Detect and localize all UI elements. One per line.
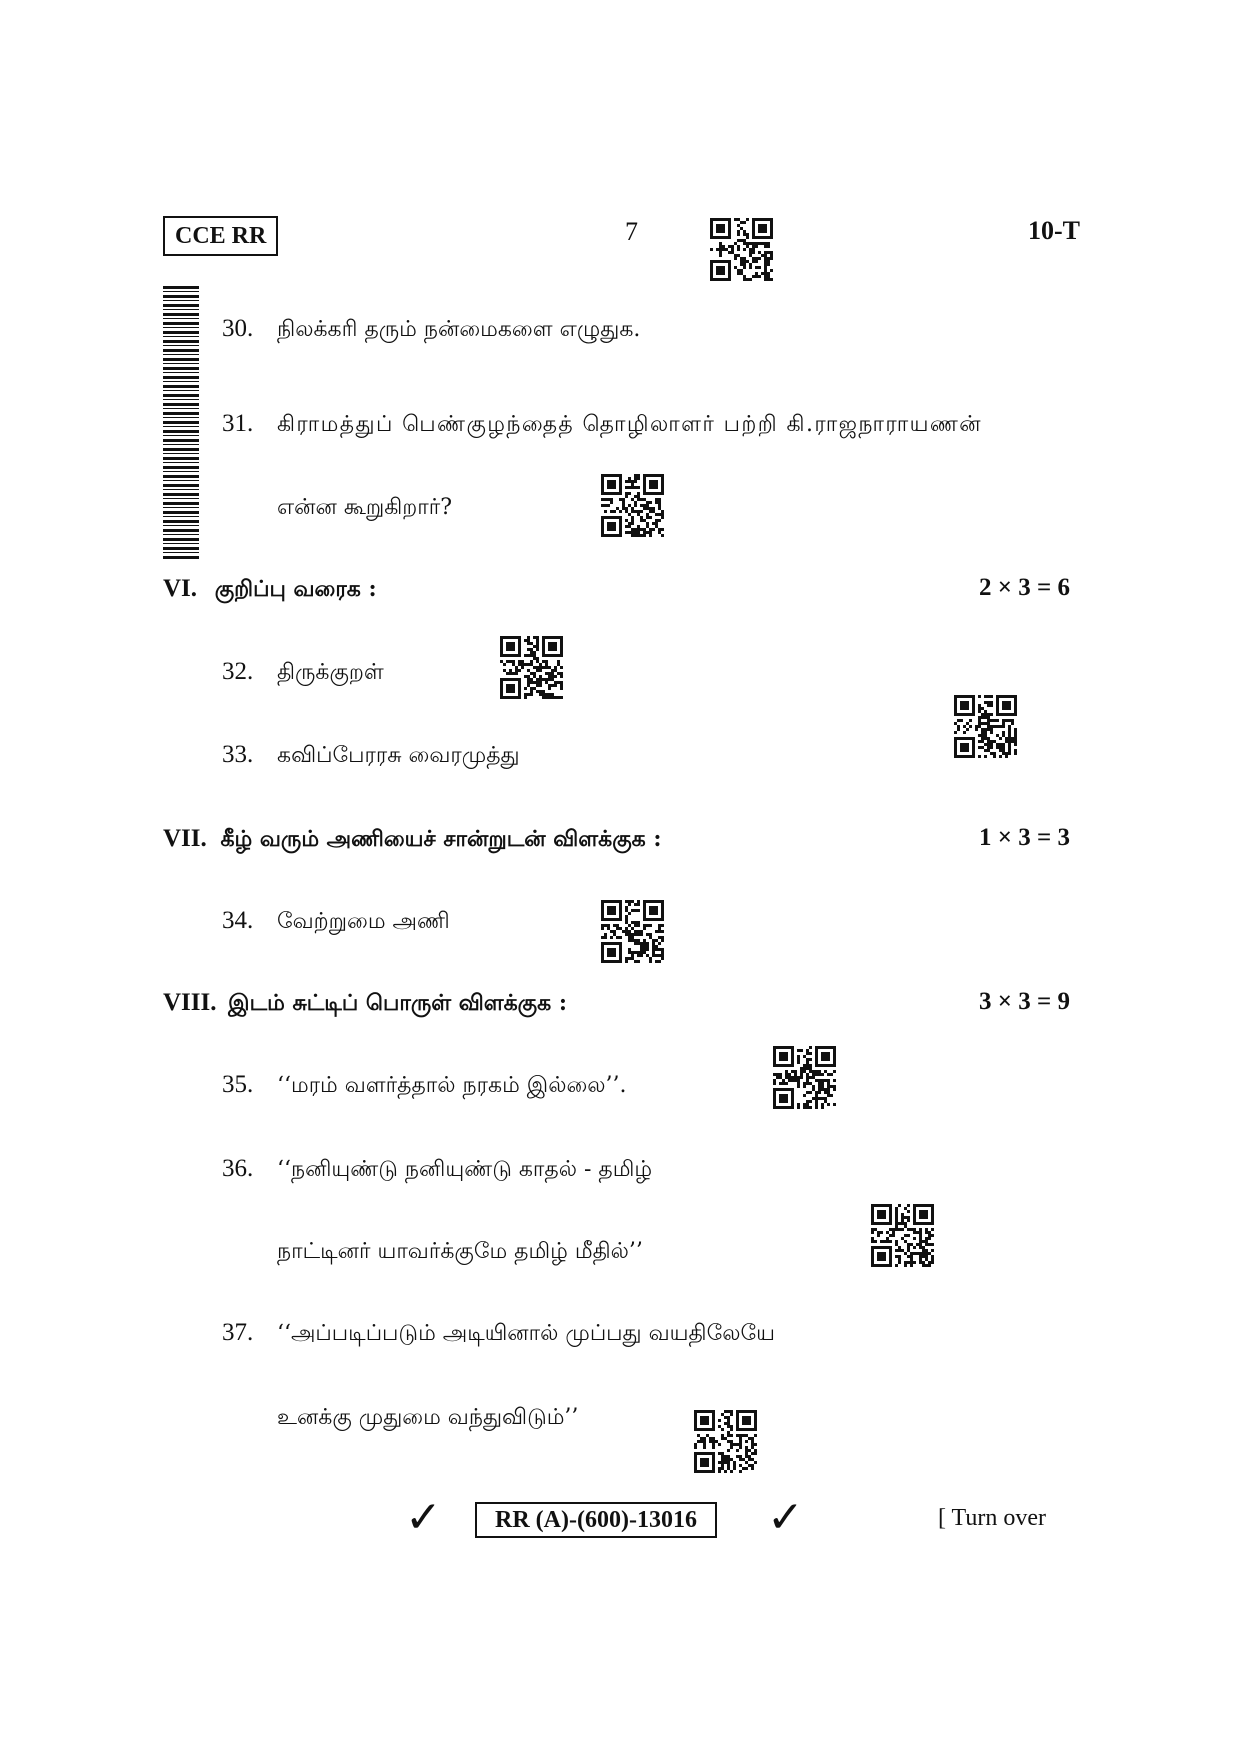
section-vii-heading <box>163 824 662 854</box>
question-number: 36. <box>222 1155 254 1182</box>
question-number: 31. <box>222 410 254 437</box>
section-title: கீழ் வரும் அணியைச் சான்றுடன் விளக்குக : <box>220 826 662 852</box>
question-text: ‘‘அப்படிப்படும் அடியினால் முப்பது வயதிலேயே <box>277 1321 775 1346</box>
question-text: வேற்றுமை அணி <box>277 909 450 934</box>
header-code-box: CCE RR <box>163 216 278 256</box>
question-number: 33. <box>222 741 254 768</box>
section-number: VII. <box>163 825 207 852</box>
question-31-continued: என்ன கூறுகிறார்? <box>277 495 453 520</box>
question-37-continued: உனக்கு முதுமை வந்துவிடும்’’ <box>277 1405 579 1430</box>
qr-code-icon <box>954 695 1018 757</box>
section-number: VI. <box>163 575 198 602</box>
check-mark-icon: ✓ <box>405 1492 442 1543</box>
qr-code-icon <box>500 636 564 698</box>
turn-over-note: [ Turn over <box>938 1505 1047 1531</box>
question-32 <box>222 657 384 688</box>
section-viii-marks: 3 × 3 = 9 <box>979 988 1070 1015</box>
question-34 <box>222 906 450 937</box>
question-31 <box>222 409 1072 440</box>
question-35 <box>222 1070 627 1101</box>
qr-code-icon <box>601 900 665 962</box>
section-vi-heading <box>163 574 377 604</box>
question-number: 32. <box>222 658 254 685</box>
question-36-continued: நாட்டினர் யாவர்க்குமே தமிழ் மீதில்’’ <box>277 1239 643 1264</box>
question-text: நிலக்கரி தரும் நன்மைகளை எழுதுக. <box>277 317 641 342</box>
qr-code-icon <box>694 1410 758 1472</box>
question-text: திருக்குறள் <box>277 660 384 685</box>
question-text: கவிப்பேரரசு வைரமுத்து <box>277 743 520 768</box>
qr-code-icon <box>601 474 665 536</box>
page-number: 7 <box>625 217 638 246</box>
section-title: இடம் சுட்டிப் பொருள் விளக்குக : <box>228 990 567 1016</box>
question-text: ‘‘மரம் வளர்த்தால் நரகம் இல்லை’’. <box>277 1073 627 1098</box>
question-33 <box>222 740 520 771</box>
qr-code-icon <box>871 1204 935 1266</box>
section-number: VIII. <box>163 989 217 1016</box>
footer-code-box: RR (A)-(600)-13016 <box>475 1502 717 1538</box>
question-number: 37. <box>222 1319 254 1346</box>
section-vii-marks: 1 × 3 = 3 <box>979 824 1070 851</box>
question-text: ‘‘நனியுண்டு நனியுண்டு காதல் - தமிழ் <box>277 1157 653 1182</box>
section-viii-heading <box>163 988 567 1018</box>
paper-code: 10-T <box>1028 216 1080 245</box>
barcode-icon <box>163 286 199 561</box>
section-title: குறிப்பு வரைக : <box>214 576 377 602</box>
question-30 <box>222 314 640 345</box>
section-vi-marks: 2 × 3 = 6 <box>979 574 1070 601</box>
qr-code-icon <box>773 1046 837 1108</box>
check-mark-icon: ✓ <box>767 1492 804 1543</box>
question-number: 35. <box>222 1071 254 1098</box>
question-number: 34. <box>222 907 254 934</box>
question-text: கிராமத்துப் பெண்குழந்தைத் தொழிலாளர் பற்றி கி.ராஜநாராயணன் <box>277 412 983 437</box>
qr-code-icon <box>710 218 774 280</box>
question-number: 30. <box>222 315 254 342</box>
question-37 <box>222 1318 775 1349</box>
question-36 <box>222 1154 652 1185</box>
